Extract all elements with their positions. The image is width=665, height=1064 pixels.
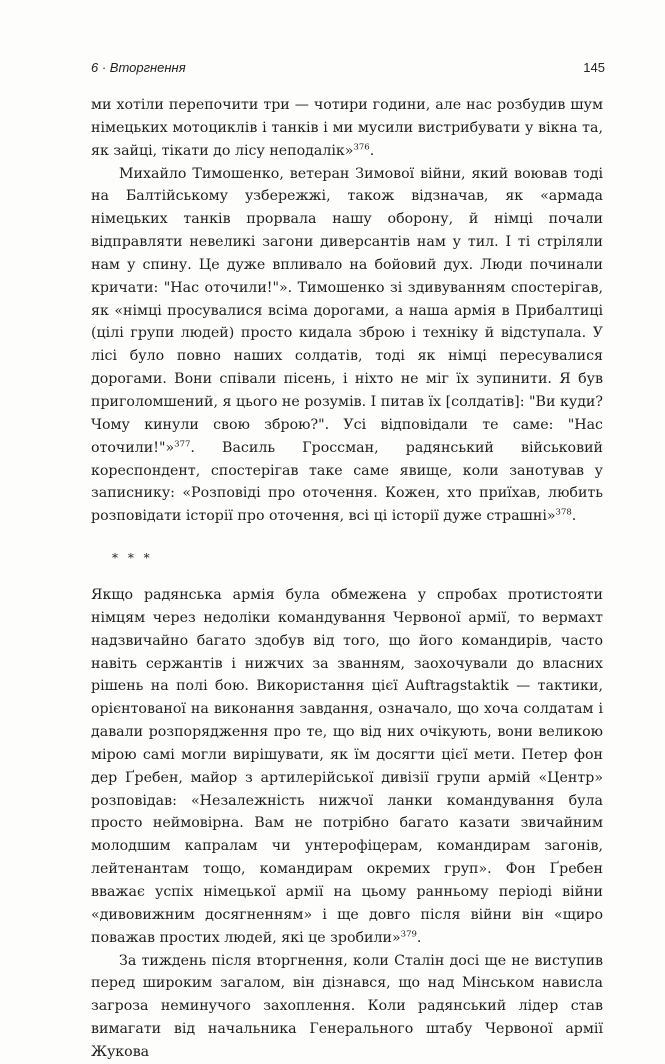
footnote-ref-376: 376 [353,141,370,152]
footnote-ref-377: 377 [174,438,191,449]
paragraph-2-text: Михайло Тимошенко, ветеран Зимової війни, який воював тоді на Балтійському узбережжі, також відзначав, як «армада німецьких танків прорвала нашу оборону, й німці почали відправляти невеликі загони диверсантів нам у тил. І ті стріляли нам у спину. Це дуже впливало на бойовий дух. Люди починали кричати: "Нас оточили!"». Тимошенко зі здивуванням спостерігав, як «німці просувалися всіма дорогами, а наша армія в Прибалтиці (цілі групи людей) просто кидала зброю і техніку й відступала. У лісі було повно наших солдатів, тоді як німці пересувалися дорогами. Вони співали пісень, і ніхто не міг їх зупинити. Я був приголомшений, я цього не розумів. І питав їх [солдатів]: "Ви куди? Чому кинули свою зброю?". Усі відповідали те саме: "Нас оточили!"» [91,165,603,456]
section-break: * * * [112,551,153,566]
chapter-title: 6 · Вторгнення [91,60,186,75]
paragraph-2: Михайло Тимошенко, ветеран Зимової війни, який воював тоді на Балтійському узбережжі, також відзначав, як «армада німецьких танків прорвала нашу оборону, й німці почали відправляти невеликі загони диверсантів нам у тил. І ті стріляли нам у спину. Це дуже впливало на бойовий дух. Люди починали кричати: "Нас оточили!"». Тимошенко зі здивуванням спостерігав, як «німці просувалися всіма дорогами, а наша армія в Прибалтиці (цілі групи людей) просто кидала зброю і техніку й відступала. У лісі було повно наших солдатів, тоді як німці пересувалися дорогами. Вони співали пісень, і ніхто не міг їх зупинити. Я був приголомшений, я цього не розумів. І питав їх [солдатів]: "Ви куди? Чому кинули свою зброю?". Усі відповідали те саме: "Нас оточили!"»$^{377}$. Василь Гроссман, радянський військовий кореспондент, спостерігав таке саме явище, коли занотував у записнику: «Розповіді про оточення. Кожен, хто приїхав, любить розповідати історії про оточення, всі ці історії дуже страшні»$^{378}$. [91,165,603,525]
paragraph-3-text: Якщо радянська армія була обмежена у спробах протистояти німцям через недоліки командування Червоної армії, то вермахт надзвичайно багато здобув від того, що його командирів, часто навіть сержантів і нижчих за званням, заохочували до власних рішень на полі бою. Використання цієї Auftragstaktik — тактики, орієнтованої на виконання завдання, означало, що хоча солдатам і давали розпорядження про те, що від них очікують, вони великою мірою самі могли вирішувати, як їм досягти цієї мети. Петер фон дер Ґребен, майор з артилерійської дивізії групи армій «Центр» розповідав: «Незалежність нижчої ланки командування була просто неймовірна. Вам не потрібно багато казати звичайним молодшим капралам чи унтерофіцерам, командирам загонів, лейтенантам тощо, командирам окремих груп». Фон Ґребен вважає успіх німецької армії на цьому ранньому періоді війни «дивовижним досягненням» і ще довго після війни він «щиро поважав простих людей, які це зробили» [91,587,603,946]
footnote-ref-378: 378 [555,507,572,518]
paragraph-4-text: За тиждень після вторгнення, коли Сталін досі ще не виступив перед широким загалом, він дізнався, що над Мінськом нависла загроза неминучого захоплення. Коли радянський лідер став вимагати від начальника Генерального штабу Червоної армії Жукова [91,952,603,1060]
paragraph-3: Якщо радянська армія була обмежена у спробах протистояти німцям через недоліки командування Червоної армії, то вермахт надзвичайно багато здобув від того, що його командирів, часто навіть сержантів і нижчих за званням, заохочували до власних рішень на полі бою. Використання цієї Auftragstaktik — тактики, орієнтованої на виконання завдання, означало, що хоча солдатам і давали розпорядження про те, що від них очікують, вони великою мірою самі могли вирішувати, як їм досягти цієї мети. Петер фон дер Ґребен, майор з артилерійської дивізії групи армій «Центр» розповідав: «Незалежність нижчої ланки командування була просто неймовірна. Вам не потрібно багато казати звичайним молодшим капралам чи унтерофіцерам, командирам загонів, лейтенантам тощо, командирам окремих груп». Фон Ґребен вважає успіх німецької армії на цьому ранньому періоді війни «дивовижним досягненням» і ще довго після війни він «щиро поважав простих людей, які це зробили»$^{379}$. [91,587,603,946]
paragraph-1: ми хотіли перепочити три — чотири години, але нас розбудив шум німецьких мотоциклів і танків і ми мусили вистрибувати у вікна та, як зайці, тікати до лісу неподалік»$^{376}$. [91,97,603,159]
running-header [91,60,605,80]
page-number: 145 [583,60,605,75]
paragraph-4 [91,950,603,1064]
page-body [91,94,603,1064]
paragraph-2-text-after: . Василь Гроссман, радянський військовий кореспондент, спостерігав таке саме явище, коли занотував у записнику: «Розповіді про оточення. Кожен, хто приїхав, любить розповідати історії про оточення, всі ці історії дуже страшні» [91,439,603,525]
paragraph-1-text: ми хотіли перепочити три — чотири години, але нас розбудив шум німецьких мотоциклів і танків і ми мусили вистрибувати у вікна та, як зайці, тікати до лісу неподалік» [91,97,603,159]
footnote-ref-379: 379 [400,928,417,939]
